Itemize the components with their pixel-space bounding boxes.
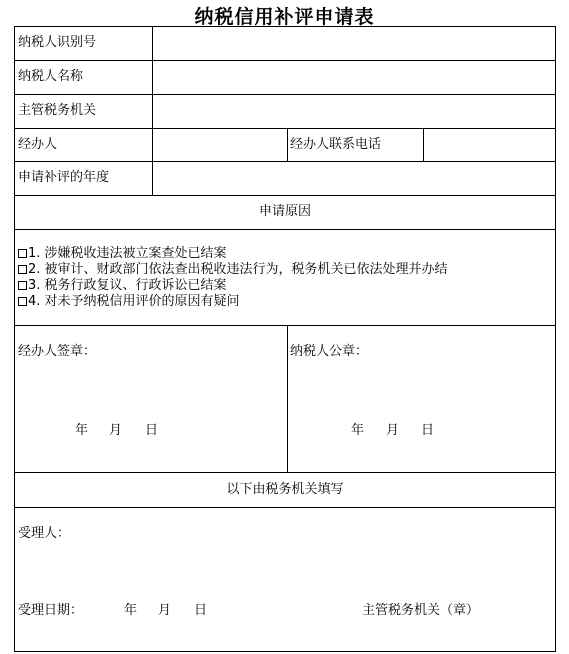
reason-text: 2. 被审计、财政部门依法查出税收违法行为，税务机关已依法处理并办结: [28, 262, 448, 277]
receive-date-day: 日: [194, 603, 208, 618]
taxpayer-name-field[interactable]: [153, 61, 555, 94]
column-divider: [287, 128, 288, 161]
taxpayer-id-label: 纳税人识别号: [18, 35, 97, 50]
receive-date-label: 受理日期：: [18, 603, 84, 618]
taxpayer-seal-area[interactable]: [289, 362, 555, 412]
handler-phone-label: 经办人联系电话: [290, 137, 382, 152]
column-divider: [287, 325, 288, 472]
receive-date-month: 月: [158, 603, 172, 618]
form-title: 纳税信用补评申请表: [194, 6, 375, 28]
taxpayer-name-label: 纳税人名称: [18, 69, 84, 84]
handler-signature-area[interactable]: [15, 362, 286, 412]
tax-authority-label: 主管税务机关: [18, 103, 97, 118]
row-divider: [14, 325, 556, 326]
checkbox-icon[interactable]: [18, 265, 27, 274]
taxpayer-seal-label: 纳税人公章：: [290, 344, 369, 359]
checkbox-icon[interactable]: [18, 297, 27, 306]
receiver-field[interactable]: [80, 520, 550, 548]
handler-sign-year: 年: [75, 423, 89, 438]
handler-label: 经办人: [18, 137, 58, 152]
receiver-label: 受理人：: [18, 526, 71, 541]
reason-header: 申请原因: [258, 204, 311, 219]
row-divider: [14, 229, 556, 230]
year-field[interactable]: [153, 162, 555, 195]
authority-section-header: 以下由税务机关填写: [226, 482, 344, 497]
reason-text: 1. 涉嫌税收违法被立案查处已结案: [28, 246, 227, 261]
reason-option-4[interactable]: [18, 294, 240, 310]
reason-text: 4. 对未予纳税信用评价的原因有疑问: [28, 294, 240, 309]
checkbox-icon[interactable]: [18, 281, 27, 290]
handler-signature-label: 经办人签章：: [18, 344, 97, 359]
handler-phone-field[interactable]: [424, 129, 555, 161]
reason-option-3[interactable]: [18, 278, 227, 294]
reason-text: 3. 税务行政复议、行政诉讼已结案: [28, 278, 227, 293]
taxpayer-seal-year: 年: [351, 423, 365, 438]
tax-authority-field[interactable]: [153, 95, 555, 128]
reason-option-2[interactable]: [18, 262, 448, 278]
year-label: 申请补评的年度: [18, 170, 110, 185]
receive-date-year: 年: [124, 603, 138, 618]
row-divider: [14, 195, 556, 196]
row-divider: [14, 472, 556, 473]
taxpayer-id-field[interactable]: [153, 27, 555, 60]
taxpayer-seal-day: 日: [421, 423, 435, 438]
row-divider: [14, 507, 556, 508]
checkbox-icon[interactable]: [18, 249, 27, 258]
handler-sign-day: 日: [145, 423, 159, 438]
reason-option-1[interactable]: [18, 246, 227, 262]
taxpayer-seal-month: 月: [386, 423, 400, 438]
authority-seal-label: 主管税务机关（章）: [362, 603, 480, 618]
handler-sign-month: 月: [109, 423, 123, 438]
handler-field[interactable]: [153, 129, 287, 161]
